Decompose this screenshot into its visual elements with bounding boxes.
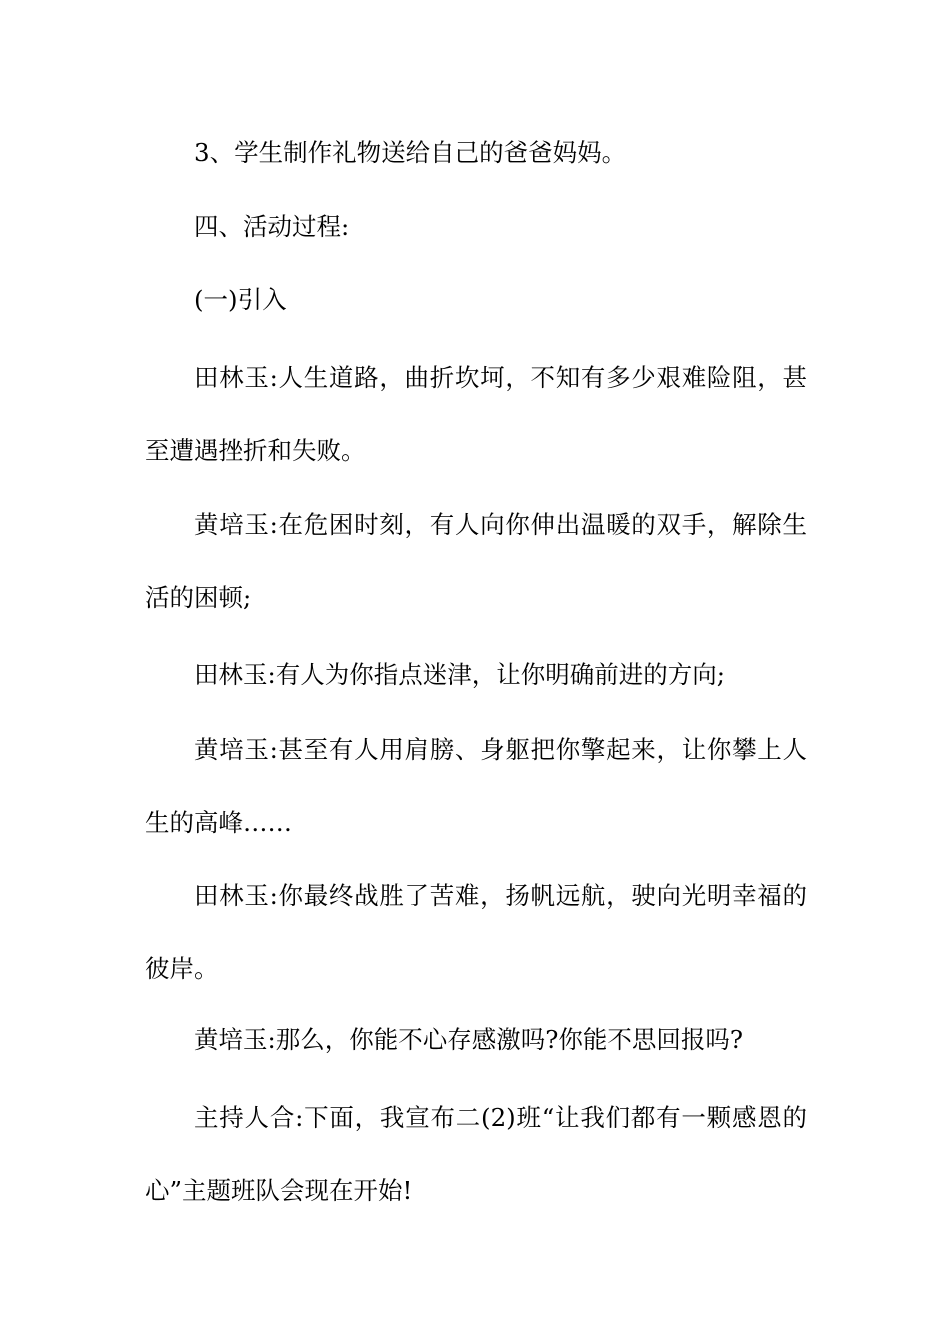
dialogue-line-huang-2: 黄培玉:甚至有人用肩膀、身躯把你擎起来，让你攀上人生的高峰…… — [145, 735, 807, 837]
dialogue-line-huang-3: 黄培玉:那么，你能不心存感激吗?你能不思回报吗? — [194, 1025, 744, 1054]
paragraph-gift-making: 3、学生制作礼物送给自己的爸爸妈妈。 — [194, 138, 627, 167]
dialogue-line-tian-3: 田林玉:你最终战胜了苦难，扬帆远航，驶向光明幸福的彼岸。 — [145, 881, 807, 983]
subsection-heading-introduction: (一)引入 — [194, 285, 287, 314]
dialogue-line-tian-1: 田林玉:人生道路，曲折坎坷，不知有多少艰难险阻，甚至遭遇挫折和失败。 — [145, 363, 807, 465]
dialogue-line-tian-2: 田林玉:有人为你指点迷津，让你明确前进的方向; — [194, 660, 726, 689]
section-heading-activity-process: 四、活动过程: — [194, 212, 350, 241]
dialogue-line-hosts-together: 主持人合:下面，我宣布二(2)班“让我们都有一颗感恩的心”主题班队会现在开始! — [145, 1103, 807, 1205]
dialogue-line-huang-1: 黄培玉:在危困时刻，有人向你伸出温暖的双手，解除生活的困顿; — [145, 510, 807, 612]
